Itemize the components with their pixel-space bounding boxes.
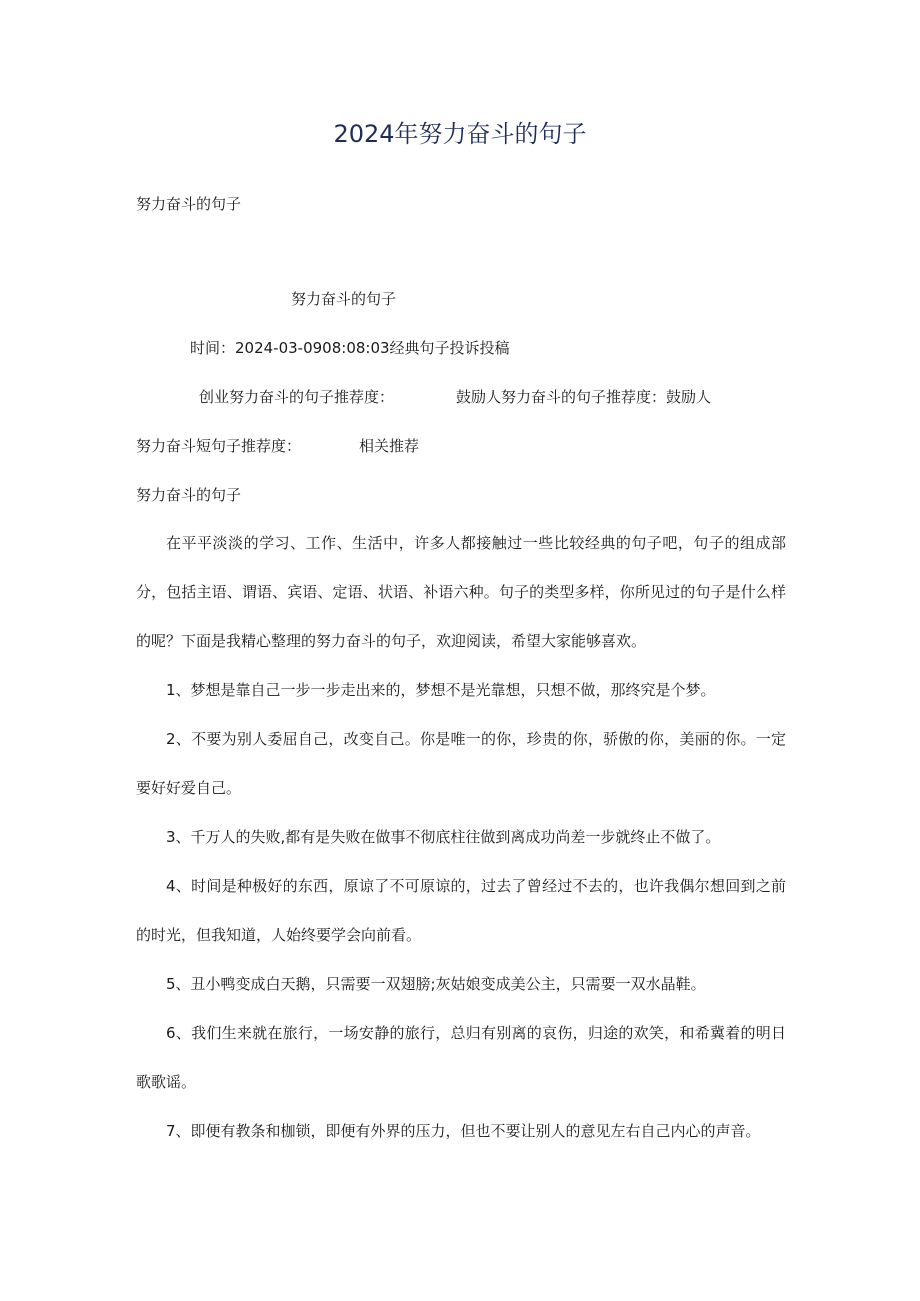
recommend-item-encourage: 鼓励人努力奋斗的句子推荐度：鼓励人 bbox=[456, 388, 712, 406]
section-heading: 努力奋斗的句子 bbox=[136, 486, 242, 504]
list-item: 4、时间是种极好的东西，原谅了不可原谅的，过去了曾经过不去的，也许我偶尔想回到之前的时光，但我知道，人始终要学会向前看。 bbox=[136, 877, 786, 944]
list-item: 7、即便有教条和枷锁，即便有外界的压力，但也不要让别人的意见左右自己内心的声音。 bbox=[166, 1122, 761, 1140]
list-item: 3、千万人的失败,都有是失败在做事不彻底柱往做到离成功尚差一步就终止不做了。 bbox=[166, 828, 721, 846]
intro-paragraph: 在平平淡淡的学习、工作、生活中，许多人都接触过一些比较经典的句子吧，句子的组成部分，包括主语、谓语、宾语、定语、状语、补语六种。句子的类型多样，你所见过的句子是什么样的呢？下面是我精心整理的努力奋斗的句子，欢迎阅读，希望大家能够喜欢。 bbox=[136, 534, 786, 650]
list-item: 6、我们生来就在旅行，一场安静的旅行，总归有别离的哀伤，归途的欢笑，和希冀着的明日歌歌谣。 bbox=[136, 1024, 786, 1091]
inner-title: 努力奋斗的句子 bbox=[291, 290, 397, 308]
document-title: 2024年努力奋斗的句子 bbox=[333, 120, 587, 148]
recommend-line-2 bbox=[136, 435, 419, 457]
meta-line: 时间：2024-03-0908:08:03经典句子投诉投稿 bbox=[190, 339, 510, 357]
recommend-item-short: 努力奋斗短句子推荐度： bbox=[136, 437, 302, 455]
related-recommend-link[interactable]: 相关推荐 bbox=[359, 437, 420, 455]
recommend-line-1 bbox=[199, 386, 711, 408]
list-item: 2、不要为别人委屈自己，改变自己。你是唯一的你，珍贵的你，骄傲的你，美丽的你。一定要好好爱自己。 bbox=[136, 730, 786, 797]
document-subtitle: 努力奋斗的句子 bbox=[136, 195, 242, 213]
list-item: 5、丑小鸭变成白天鹅，只需要一双翅膀;灰姑娘变成美公主，只需要一双水晶鞋。 bbox=[166, 975, 706, 993]
recommend-item-startup: 创业努力奋斗的句子推荐度： bbox=[199, 388, 395, 406]
list-item: 1、梦想是靠自己一步一步走出来的，梦想不是光靠想，只想不做，那终究是个梦。 bbox=[166, 681, 716, 699]
